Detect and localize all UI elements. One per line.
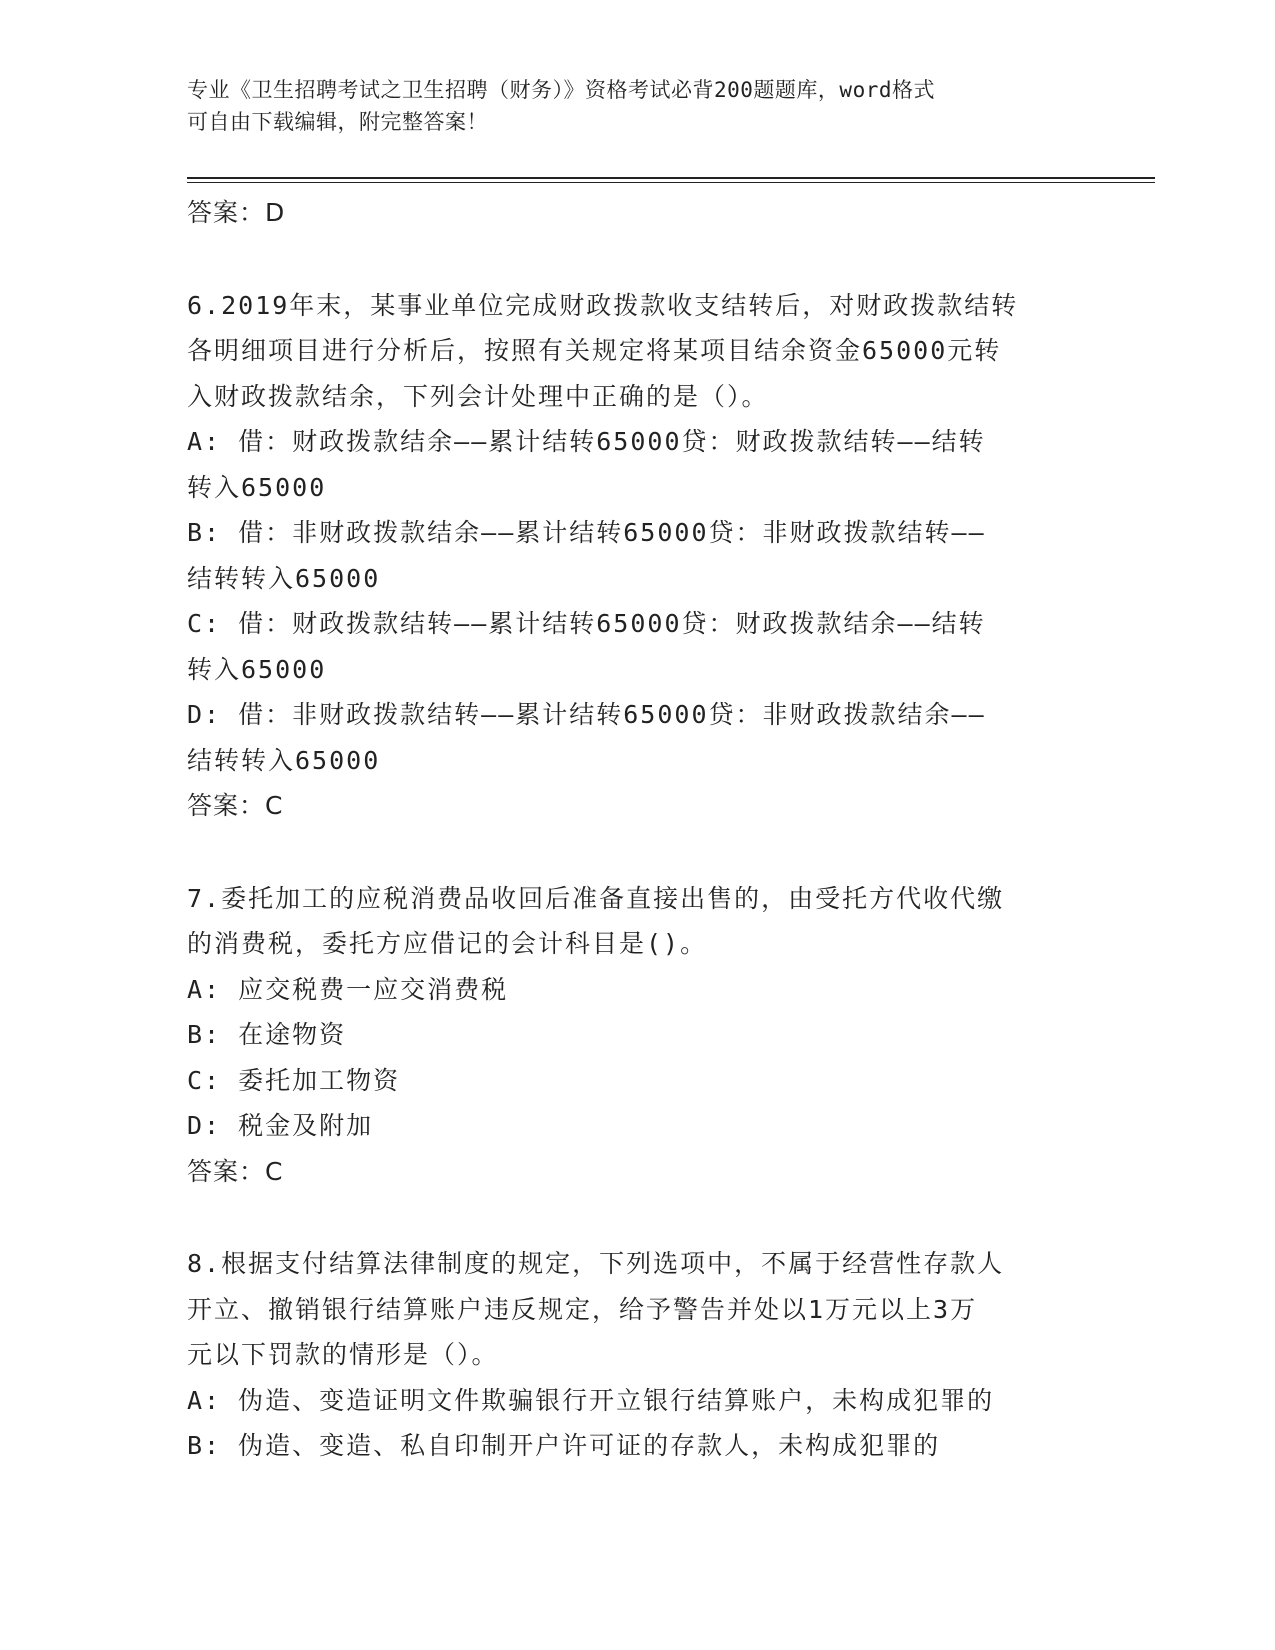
option-c-continued: 转入65000 — [187, 654, 327, 684]
spacer — [187, 236, 1087, 283]
question-text-line: 入财政拨款结余，下列会计处理中正确的是（）。 — [187, 381, 769, 411]
question-text-line: 8.根据支付结算法律制度的规定，下列选项中，不属于经营性存款人 — [187, 1249, 1005, 1278]
document-header — [187, 74, 1067, 138]
option-c: C: 委托加工物资 — [187, 1065, 401, 1095]
spacer — [187, 1194, 1087, 1241]
question-text-line: 元以下罚款的情形是（）。 — [187, 1340, 499, 1369]
question-text-line: 开立、撤销银行结算账户违反规定，给予警告并处以1万元以上3万 — [187, 1294, 978, 1324]
spacer — [187, 829, 1087, 876]
option-d: D: 借：非财政拨款结转——累计结转65000贷：非财政拨款结余—— — [187, 700, 986, 729]
option-b-continued: 结转转入65000 — [187, 563, 381, 593]
question-6 — [187, 283, 1087, 829]
answer-label: 答案：C — [187, 791, 284, 820]
option-b: B: 伪造、变造、私自印制开户许可证的存款人，未构成犯罪的 — [187, 1431, 941, 1460]
option-b: B: 借：非财政拨款结余——累计结转65000贷：非财政拨款结转—— — [187, 518, 986, 547]
header-divider-thick — [187, 177, 1155, 179]
question-text-line: 各明细项目进行分析后，按照有关规定将某项目结余资金65000元转 — [187, 336, 1002, 365]
question-text-line: 7.委托加工的应税消费品收回后准备直接出售的，由受托方代收代缴 — [187, 883, 1005, 913]
header-line-2: 可自由下载编辑，附完整答案！ — [187, 110, 488, 134]
question-text-line: 的消费税，委托方应借记的会计科目是()。 — [187, 929, 708, 958]
option-a: A: 伪造、变造证明文件欺骗银行开立银行结算账户，未构成犯罪的 — [187, 1385, 995, 1415]
header-line-1: 专业《卫生招聘考试之卫生招聘（财务）》资格考试必背200题题库，word格式 — [187, 78, 935, 102]
option-d: D: 税金及附加 — [187, 1111, 374, 1140]
answer-label: 答案：C — [187, 1156, 284, 1186]
question-text-line: 6.2019年末，某事业单位完成财政拨款收支结转后，对财政拨款结转 — [187, 290, 1019, 320]
previous-answer: 答案：D — [187, 198, 286, 227]
option-c: C: 借：财政拨款结转——累计结转65000贷：财政拨款结余——结转 — [187, 609, 986, 638]
document-body — [187, 190, 1087, 1469]
option-a: A: 应交税费一应交消费税 — [187, 974, 509, 1004]
question-7 — [187, 876, 1087, 1195]
option-b: B: 在途物资 — [187, 1020, 347, 1049]
option-a: A: 借：财政拨款结余——累计结转65000贷：财政拨款结转——结转 — [187, 427, 986, 456]
header-divider-thin — [187, 182, 1155, 183]
option-d-continued: 结转转入65000 — [187, 745, 381, 775]
question-8 — [187, 1241, 1087, 1469]
option-a-continued: 转入65000 — [187, 472, 327, 502]
